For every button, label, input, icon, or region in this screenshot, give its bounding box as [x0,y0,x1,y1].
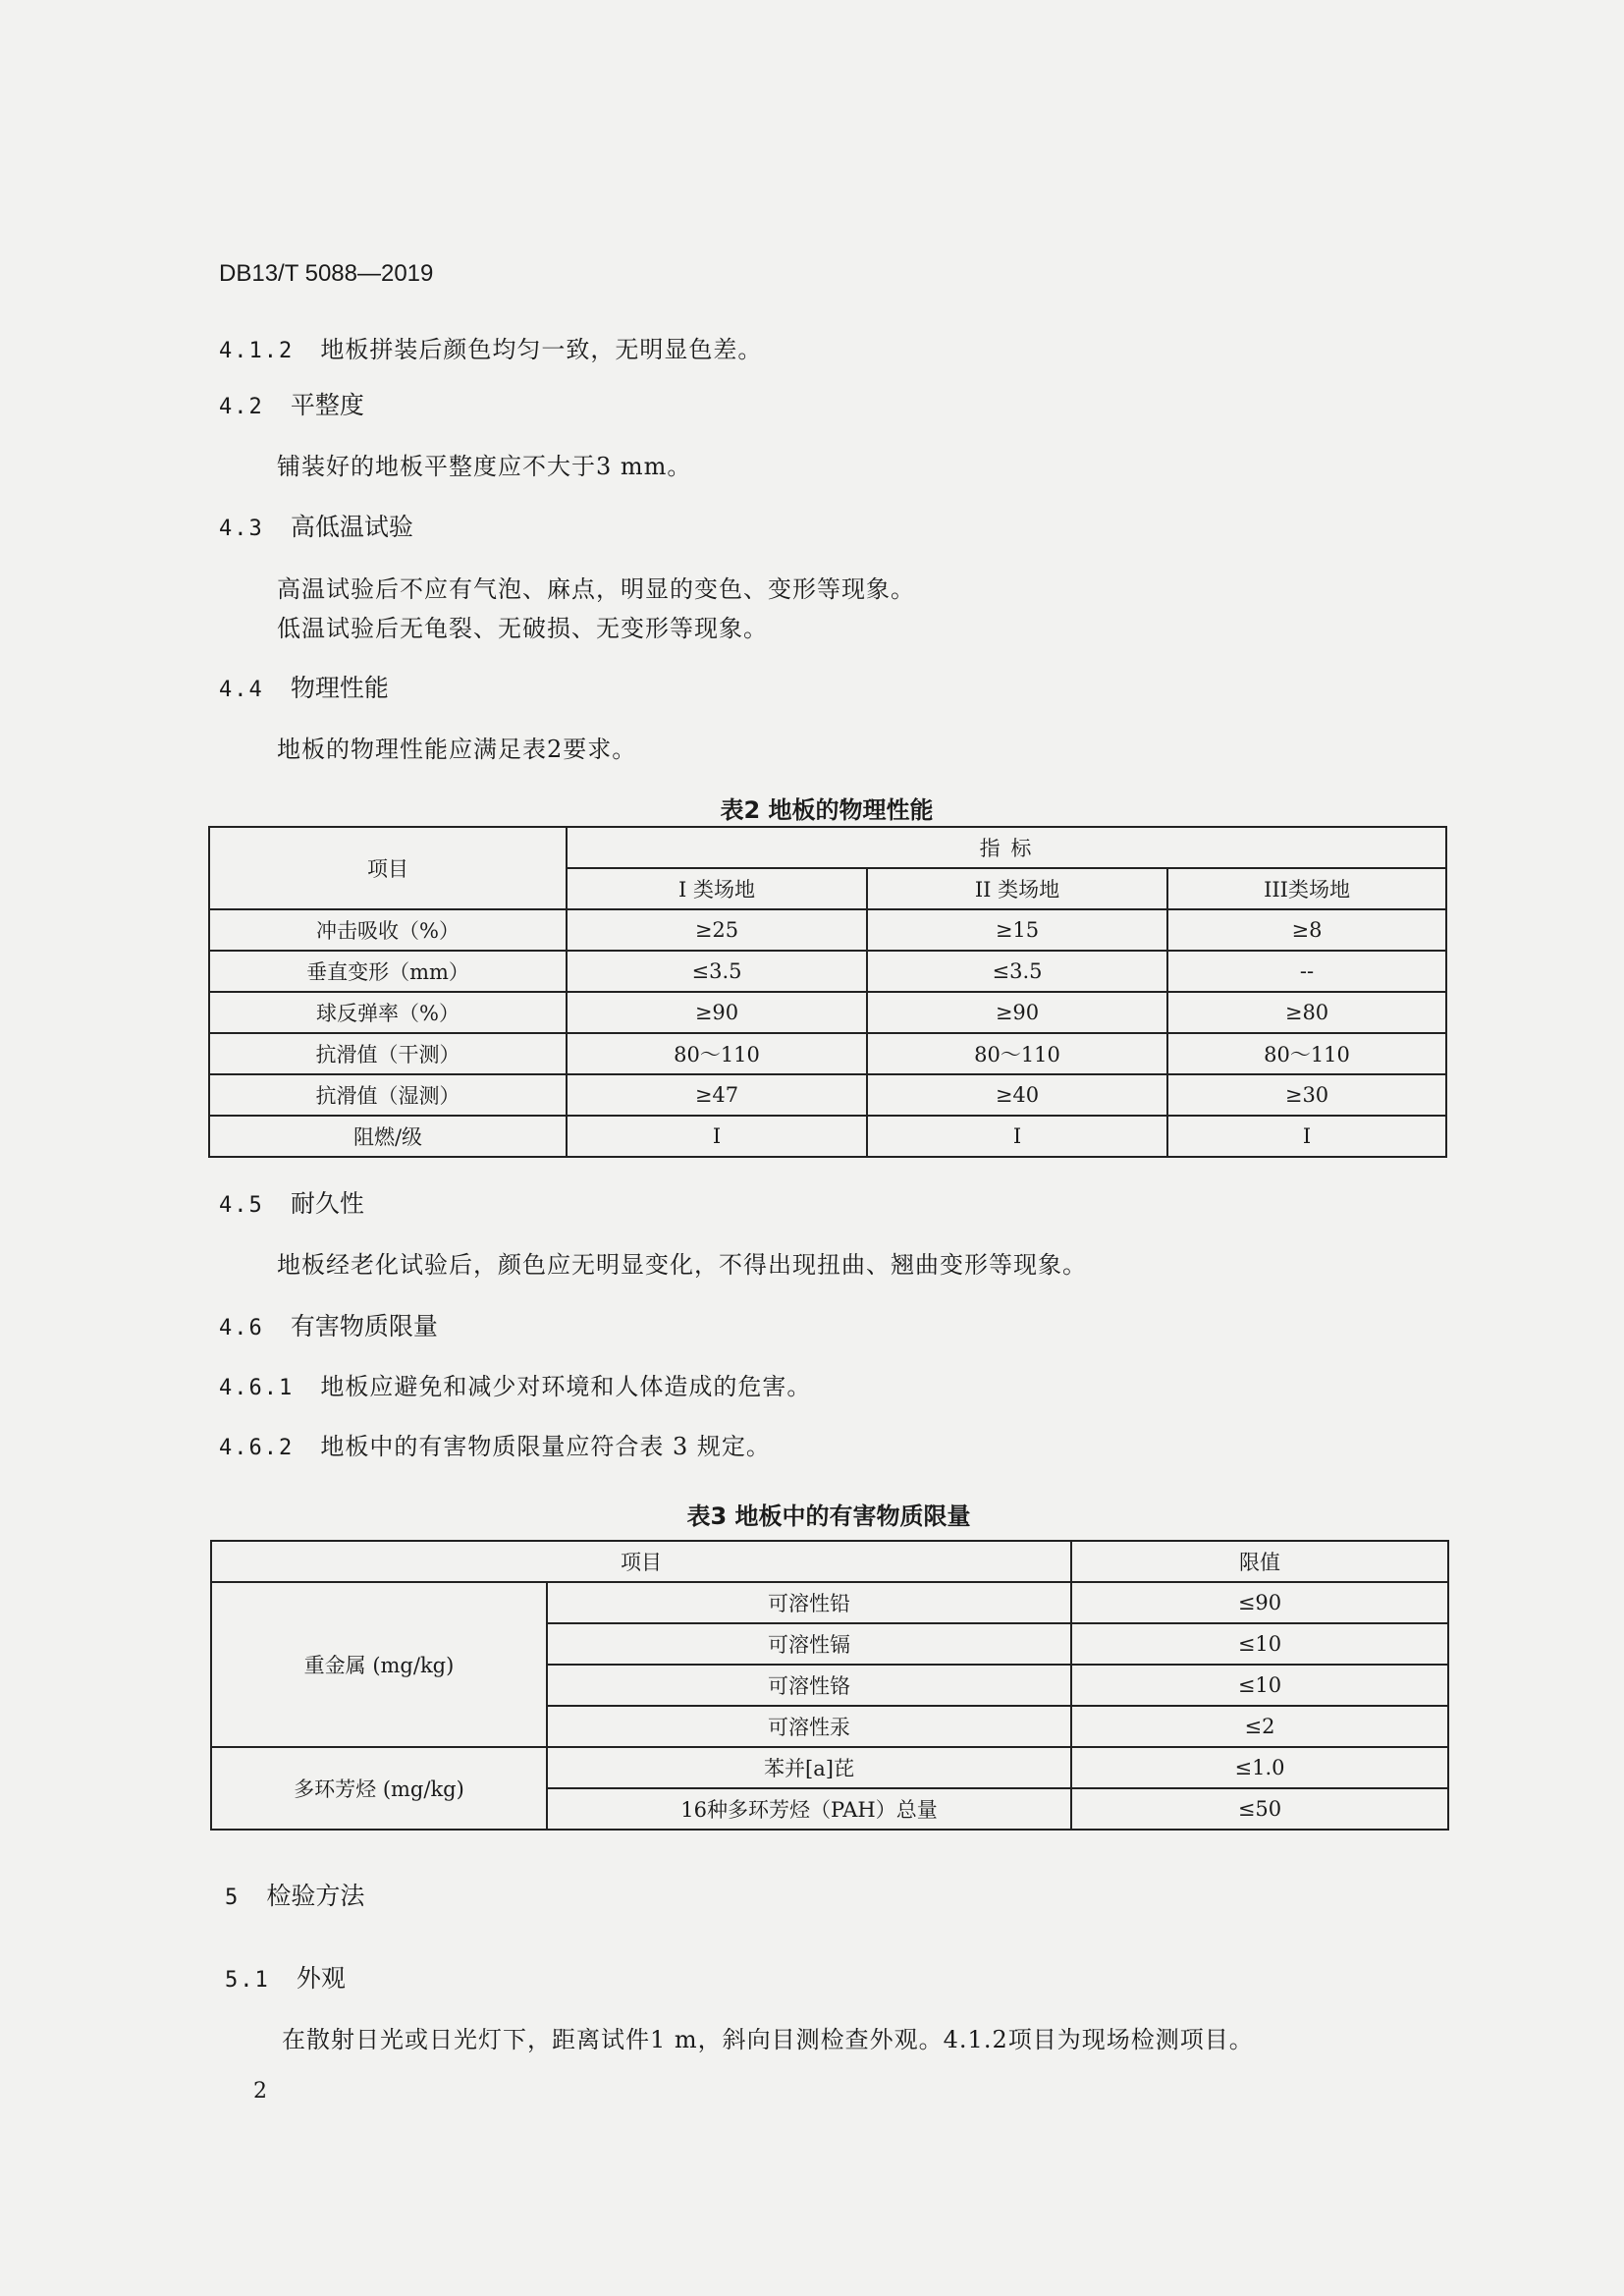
section-5-heading [225,1877,364,1912]
table-cell: 抗滑值（湿测） [209,1074,567,1116]
table-header-cell: 限值 [1071,1541,1448,1582]
table-cell: ≤50 [1071,1788,1448,1830]
section-4-3-body-1: 高温试验后不应有气泡、麻点，明显的变色、变形等现象。 [277,575,915,603]
clause-text: 地板应避免和减少对环境和人体造成的危害。 [320,1373,812,1400]
section-5-1-body: 在散射日光或日光灯下，距离试件1 m，斜向目测检查外观。4.1.2项目为现场检测项目。 [282,2026,1254,2053]
table-cell: I [1167,1116,1446,1157]
table-header-cell: II 类场地 [867,868,1167,909]
table2-caption: 表2 地板的物理性能 [720,796,934,824]
section-number: 4.2 [219,395,264,419]
table-header-cell: 项目 [209,827,567,909]
table-cell: ≤2 [1071,1706,1448,1747]
table-row [209,909,1446,951]
table3-caption-wrap [210,1497,1447,1531]
table-row [209,951,1446,992]
table-cell: 冲击吸收（%） [209,909,567,951]
table-cell: ≤1.0 [1071,1747,1448,1788]
table-cell: ≥90 [867,992,1167,1033]
table-row [211,1747,1448,1788]
table-cell: 阻燃/级 [209,1116,567,1157]
table-cell: ≤3.5 [567,951,867,992]
table-cell: 80～110 [1167,1033,1446,1074]
table-cell: ≤10 [1071,1623,1448,1665]
section-number: 4.4 [219,678,264,702]
section-4-5-body: 地板经老化试验后，颜色应无明显变化，不得出现扭曲、翘曲变形等现象。 [277,1251,1087,1279]
table3-caption: 表3 地板中的有害物质限量 [686,1503,971,1530]
table-cell: 80～110 [867,1033,1167,1074]
table-row [211,1582,1448,1623]
table-cell: 抗滑值（干测） [209,1033,567,1074]
table-cell: I [567,1116,867,1157]
clause-4-6-2 [219,1427,771,1461]
table-header-row [211,1541,1448,1582]
section-4-5-heading [219,1184,364,1220]
clause-number: 4.1.2 [219,339,295,363]
clause-number: 4.6.2 [219,1436,295,1460]
table-cell: 可溶性铅 [547,1582,1071,1623]
clause-4-6-1 [219,1367,811,1401]
table-row [209,992,1446,1033]
table3 [210,1540,1449,1831]
clause-number: 4.6.1 [219,1376,295,1400]
table-cell: ≥80 [1167,992,1446,1033]
table-row [209,1116,1446,1157]
table-cell: 球反弹率（%） [209,992,567,1033]
section-title: 平整度 [290,391,364,419]
table-header-cell: I 类场地 [567,868,867,909]
table-header-row [209,827,1446,868]
table2 [208,826,1447,1158]
section-number: 5 [225,1886,241,1910]
table-cell: ≥90 [567,992,867,1033]
table-cell: 垂直变形（mm） [209,951,567,992]
table-cell: -- [1167,951,1446,992]
table-cell: 可溶性铬 [547,1665,1071,1706]
table-cell: 可溶性汞 [547,1706,1071,1747]
section-4-2-heading [219,386,364,421]
section-number: 4.5 [219,1193,264,1218]
table-cell: ≤3.5 [867,951,1167,992]
table-cell: 可溶性镉 [547,1623,1071,1665]
section-4-3-body-2: 低温试验后无龟裂、无破损、无变形等现象。 [277,615,768,642]
section-number: 5.1 [225,1968,270,1993]
section-title: 外观 [296,1964,346,1993]
section-title: 检验方法 [266,1882,365,1910]
table-cell: ≥15 [867,909,1167,951]
section-title: 物理性能 [290,674,389,702]
table-cell: ≥30 [1167,1074,1446,1116]
clause-4-1-2 [219,330,762,364]
section-4-2-body: 铺装好的地板平整度应不大于3 mm。 [277,453,692,480]
section-4-4-heading [219,669,389,704]
section-4-4-body: 地板的物理性能应满足表2要求。 [277,736,637,763]
table-cell: ≤90 [1071,1582,1448,1623]
section-4-3-heading [219,508,413,543]
table-cell: I [867,1116,1167,1157]
section-number: 4.6 [219,1316,264,1340]
standard-id: DB13/T 5088—2019 [219,260,434,287]
section-title: 耐久性 [290,1189,364,1218]
table-header-cell: 指 标 [567,827,1446,868]
table-group-cell: 多环芳烃 (mg/kg) [211,1747,547,1830]
section-4-6-heading [219,1307,438,1342]
table-cell: 苯并[a]芘 [547,1747,1071,1788]
table-group-cell: 重金属 (mg/kg) [211,1582,547,1747]
table-row [209,1033,1446,1074]
table-cell: ≥25 [567,909,867,951]
table-cell: ≤10 [1071,1665,1448,1706]
table-cell: 16种多环芳烃（PAH）总量 [547,1788,1071,1830]
section-title: 有害物质限量 [290,1312,438,1340]
table-cell: ≥8 [1167,909,1446,951]
section-5-1-heading [225,1959,346,1995]
table-header-cell: 项目 [211,1541,1071,1582]
section-title: 高低温试验 [290,513,413,541]
table2-caption-wrap [208,791,1445,825]
table-cell: ≥40 [867,1074,1167,1116]
page-number: 2 [253,2079,267,2104]
clause-text: 地板中的有害物质限量应符合表 3 规定。 [320,1433,771,1460]
table-row [209,1074,1446,1116]
table-header-cell: III类场地 [1167,868,1446,909]
table-cell: 80～110 [567,1033,867,1074]
table-cell: ≥47 [567,1074,867,1116]
clause-text: 地板拼装后颜色均匀一致，无明显色差。 [320,336,763,363]
section-number: 4.3 [219,517,264,541]
